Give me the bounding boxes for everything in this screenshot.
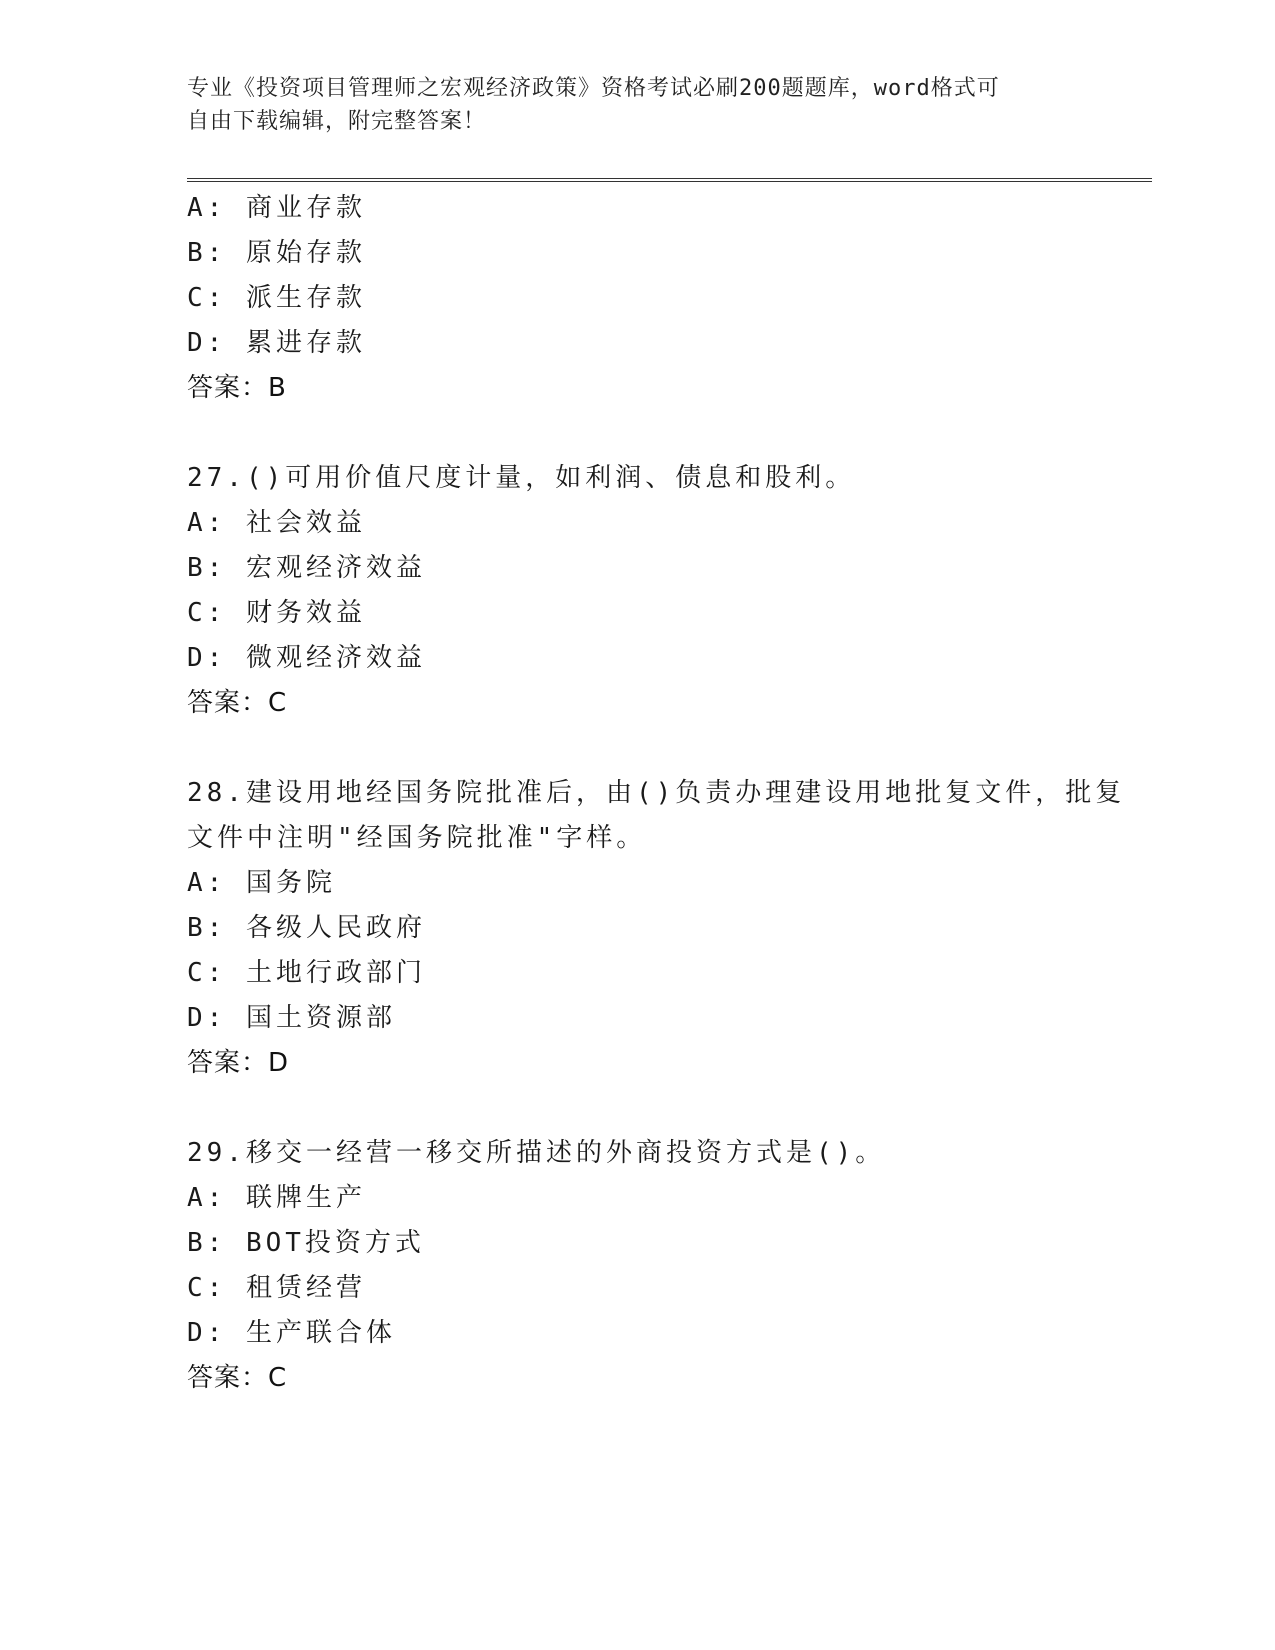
q29-option-d: D: 生产联合体 xyxy=(187,1318,396,1348)
header-divider xyxy=(187,178,1152,182)
q29-option-a: A: 联牌生产 xyxy=(187,1183,366,1213)
q29-stem: 29.移交一经营一移交所描述的外商投资方式是()。 xyxy=(187,1138,886,1168)
q27-stem: 27.()可用价值尺度计量，如利润、债息和股利。 xyxy=(187,463,856,493)
q29-option-c: C: 租赁经营 xyxy=(187,1273,366,1303)
q28-option-a: A: 国务院 xyxy=(187,868,336,898)
header-line-1: 专业《投资项目管理师之宏观经济政策》资格考试必刷200题题库，word格式可 xyxy=(187,76,1000,101)
q27-option-c: C: 财务效益 xyxy=(187,598,366,628)
q27-option-b: B: 宏观经济效益 xyxy=(187,553,426,583)
q26-answer: 答案：B xyxy=(187,373,287,403)
q26-option-d: D: 累进存款 xyxy=(187,328,366,358)
q28-option-d: D: 国土资源部 xyxy=(187,1003,396,1033)
q27-option-a: A: 社会效益 xyxy=(187,508,366,538)
q29-option-b: B: BOT投资方式 xyxy=(187,1228,425,1258)
q28-stem-line-1: 28.建设用地经国务院批准后，由()负责办理建设用地批复文件，批复 xyxy=(187,778,1126,808)
page-header xyxy=(187,72,1067,138)
q28-option-b: B: 各级人民政府 xyxy=(187,913,426,943)
q26-option-a: A: 商业存款 xyxy=(187,193,366,223)
q28-stem-line-2: 文件中注明"经国务院批准"字样。 xyxy=(187,823,647,853)
q26-option-b: B: 原始存款 xyxy=(187,238,366,268)
q28-answer: 答案：D xyxy=(187,1048,290,1078)
q28-option-c: C: 土地行政部门 xyxy=(187,958,426,988)
q27-option-d: D: 微观经济效益 xyxy=(187,643,426,673)
q27-answer: 答案：C xyxy=(187,688,288,718)
q29-answer: 答案：C xyxy=(187,1363,288,1393)
q26-option-c: C: 派生存款 xyxy=(187,283,366,313)
header-line-2: 自由下载编辑，附完整答案！ xyxy=(187,109,487,134)
